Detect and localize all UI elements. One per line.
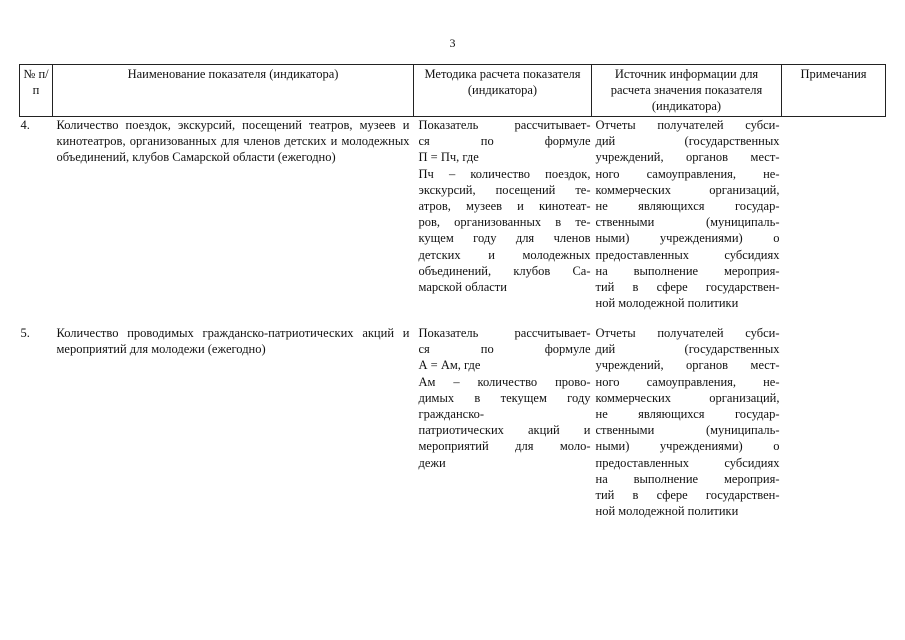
header-notes: Примечания [782, 65, 886, 117]
information-source [592, 323, 782, 519]
cell-line: А = Ам, где [418, 358, 481, 373]
notes-cell [782, 117, 886, 324]
table-body [20, 117, 886, 520]
information-source [592, 117, 782, 324]
cell-line: объединений, клубов Са- [418, 263, 591, 278]
cell-line: ного самоуправления, не- [595, 166, 780, 181]
cell-line: Ам – количество прово- [418, 374, 591, 389]
cell-line: ся по формуле [418, 134, 591, 149]
notes-cell [782, 323, 886, 519]
cell-line: дий (государственных [595, 134, 780, 149]
cell-line: не являющихся государ- [595, 407, 780, 422]
calculation-method [414, 117, 592, 324]
cell-line: экскурсий, посещений те- [418, 182, 591, 197]
indicator-table [19, 64, 886, 519]
cell-line: Отчеты получателей субси- [595, 326, 780, 340]
cell-line: ного самоуправления, не- [595, 374, 780, 389]
cell-line: мероприятий для моло- [418, 439, 591, 454]
page-number: 3 [449, 36, 456, 50]
cell-line: Показатель рассчитывает- [418, 326, 591, 340]
cell-line: на выполнение мероприя- [595, 263, 780, 278]
cell-line: кущем году для членов [418, 231, 591, 246]
cell-line: ственными (муниципаль- [595, 423, 780, 438]
cell-line: учреждений, органов мест- [595, 358, 780, 373]
header-name: Наименование показателя (индикатора) [53, 65, 414, 117]
cell-line: тий в сфере государствен- [595, 280, 780, 295]
cell-line: марской области [418, 280, 507, 295]
cell-line: ными) учреждениями) о [595, 439, 780, 454]
header-method: Методика расчета показателя (индикатора) [414, 65, 592, 117]
cell-line: дежи [418, 455, 446, 470]
header-num: № п/п [20, 65, 53, 117]
cell-line: коммерческих организаций, [595, 390, 780, 405]
table-row [20, 323, 886, 519]
cell-line: ной молодежной политики [595, 296, 739, 311]
table-header [20, 65, 886, 117]
cell-line: Отчеты получателей субси- [595, 118, 780, 132]
cell-line: ров, организованных в те- [418, 215, 591, 230]
cell-line: ственными (муниципаль- [595, 215, 780, 230]
cell-line: Показатель рассчитывает- [418, 118, 591, 132]
cell-line: тий в сфере государствен- [595, 488, 780, 503]
cell-line: коммерческих организаций, [595, 182, 780, 197]
cell-line: учреждений, органов мест- [595, 150, 780, 165]
cell-line: Пч – количество поездок, [418, 166, 591, 181]
indicator-name: Количество проводимых гражданско-патриотических акций и мероприятий для молодежи (ежегодно) [56, 326, 410, 357]
cell-line: димых в текущем году [418, 390, 591, 405]
cell-line: на выполнение мероприя- [595, 471, 780, 486]
row-number: 5. [20, 326, 30, 340]
row-number: 4. [20, 118, 30, 132]
calculation-method [414, 323, 592, 519]
cell-line: П = Пч, где [418, 150, 479, 165]
cell-line: атров, музеев и кинотеат- [418, 199, 591, 214]
cell-line: предоставленных субсидиях [595, 247, 780, 262]
table-header-row [20, 65, 886, 117]
cell-line: ными) учреждениями) о [595, 231, 780, 246]
indicator-name: Количество поездок, экскурсий, посещений театров, музеев и кинотеатров, организованных для членов детских и молодежных объединений, клубов Самарской области (ежегодно) [56, 118, 410, 165]
cell-line: детских и молодежных [418, 247, 591, 262]
cell-line: дий (государственных [595, 342, 780, 357]
cell-line: ной молодежной политики [595, 504, 739, 519]
cell-line: предоставленных субсидиях [595, 455, 780, 470]
cell-line: гражданско- [418, 407, 485, 422]
cell-line: патриотических акций и [418, 423, 591, 438]
cell-line: не являющихся государ- [595, 199, 780, 214]
header-source: Источник информации для расчета значения показателя (индикатора) [592, 65, 782, 117]
table-row [20, 117, 886, 324]
cell-line: ся по формуле [418, 342, 591, 357]
